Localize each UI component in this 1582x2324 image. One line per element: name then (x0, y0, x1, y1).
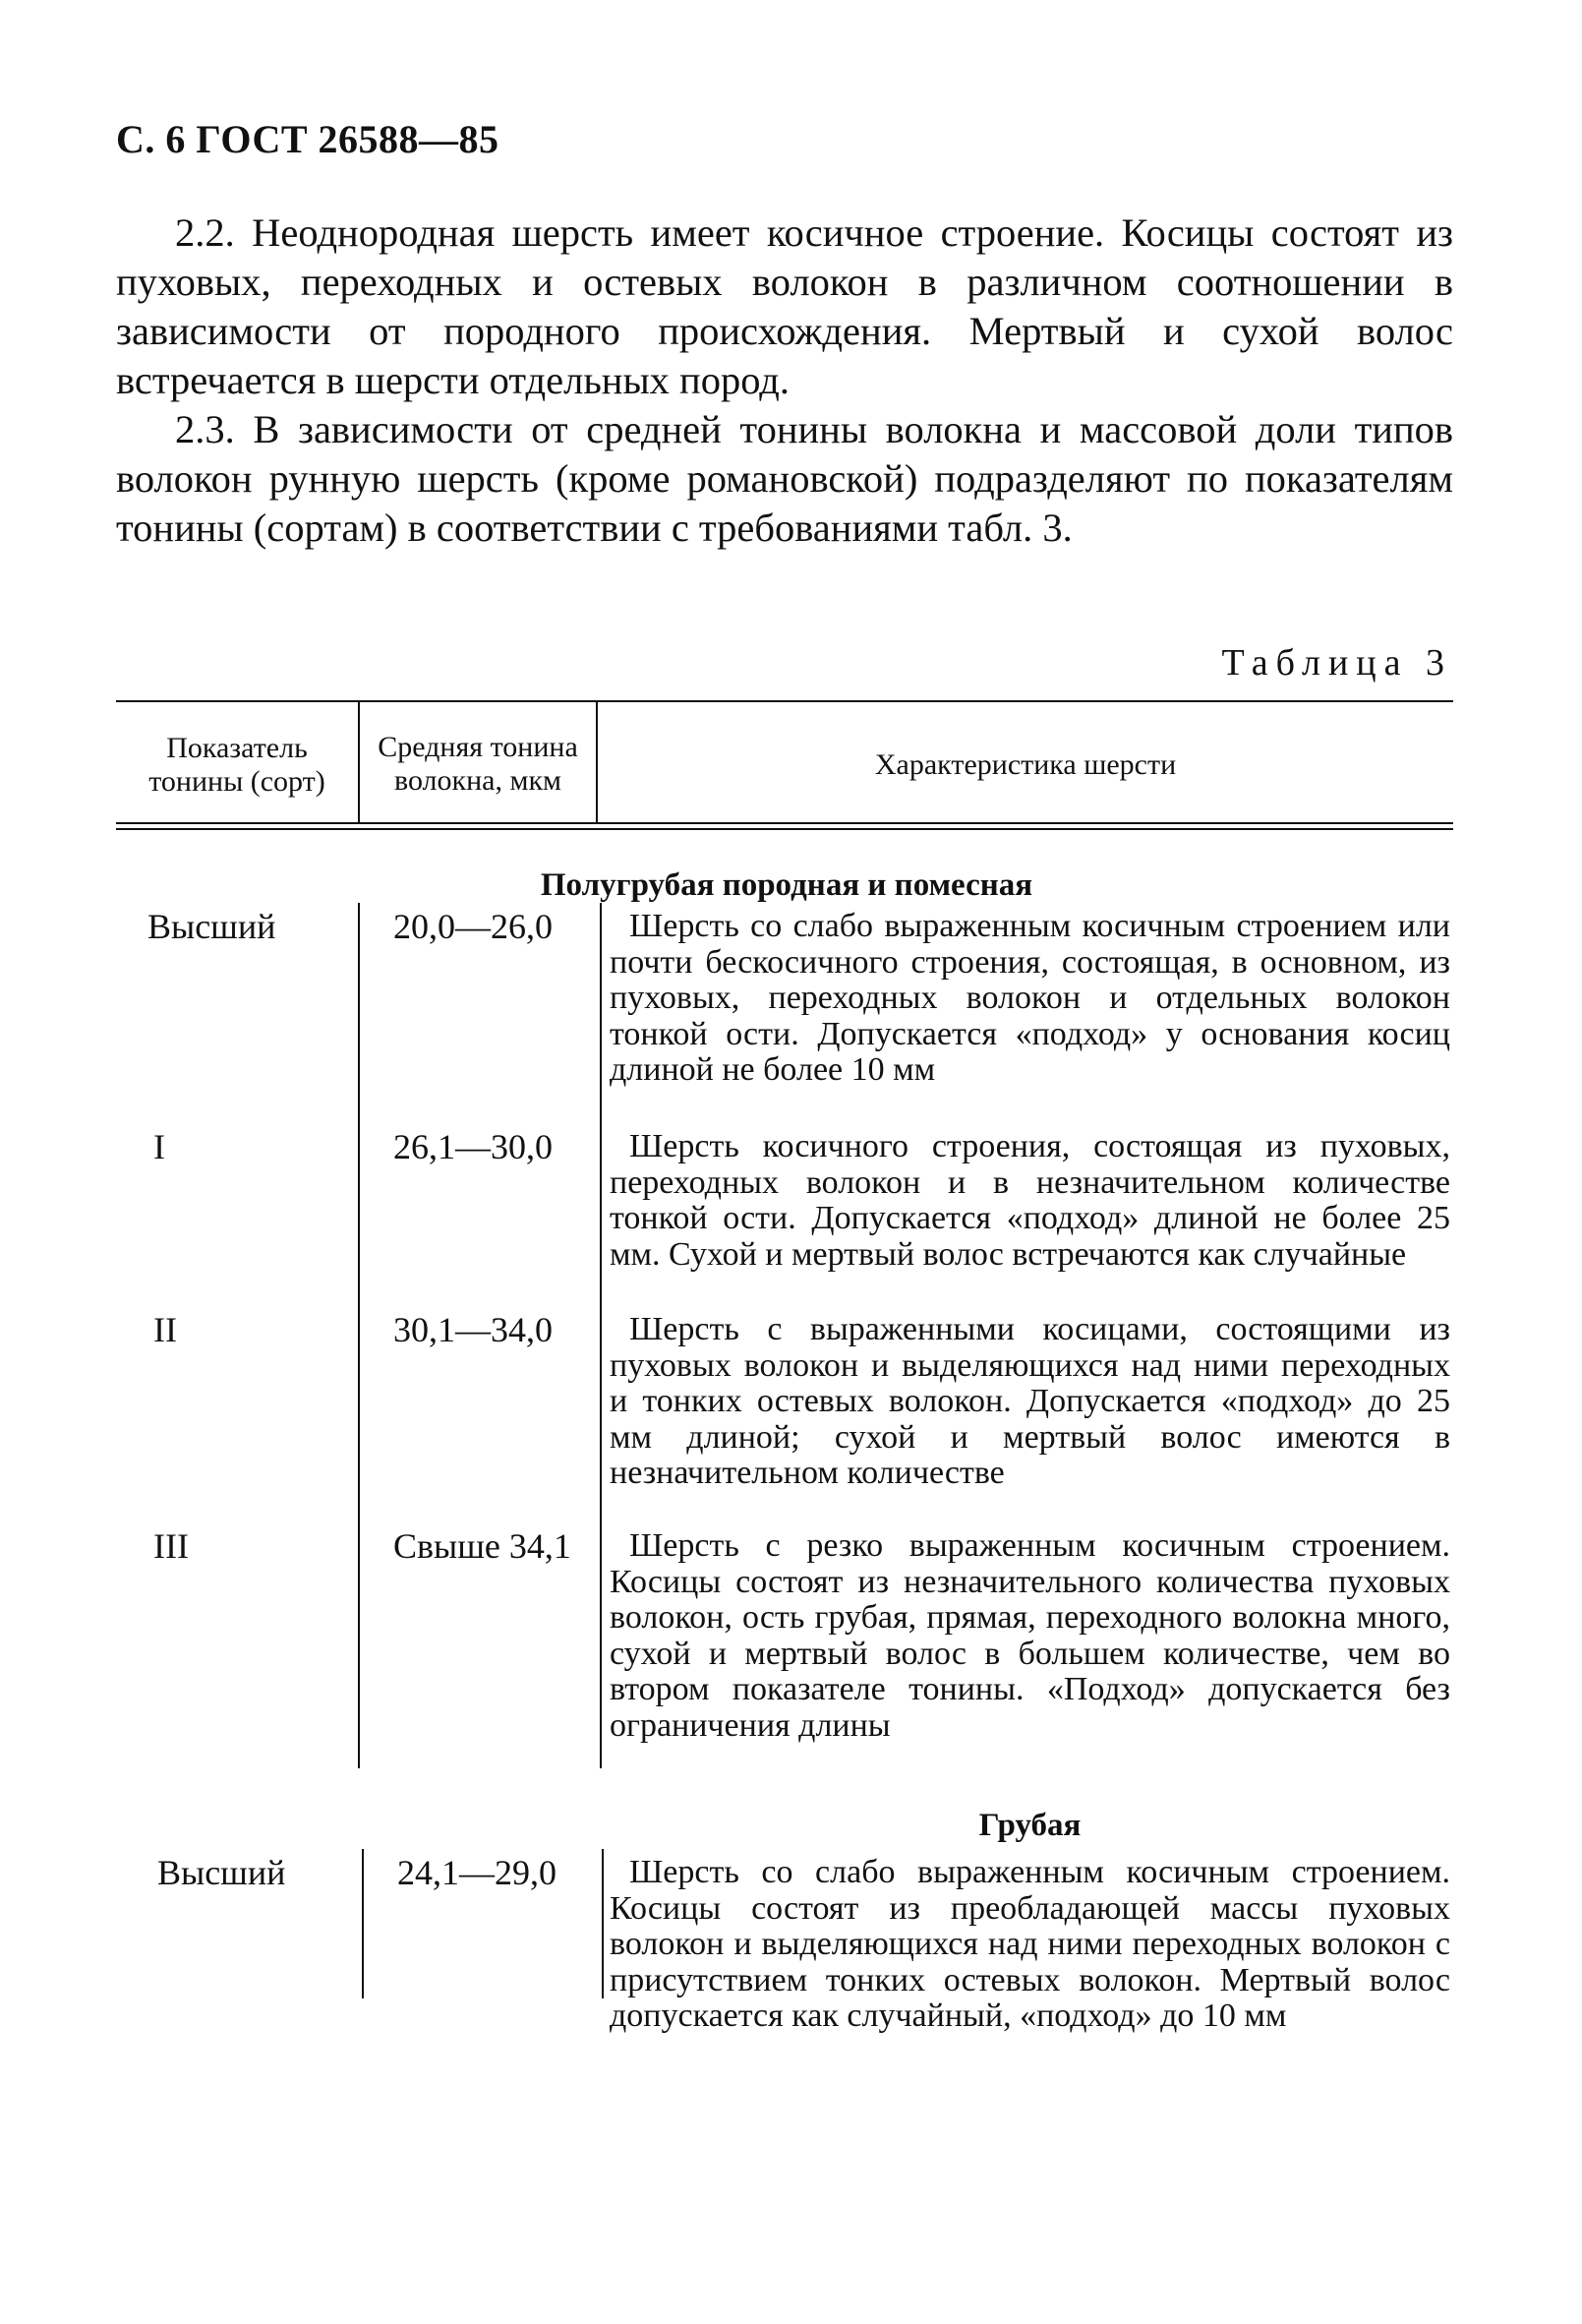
header-characteristic: Характеристика шерсти (874, 748, 1177, 781)
section-title-semicoarse: Полугрубая породная и помесная (540, 867, 1033, 903)
desc-II-s1: Шерсть с выраженными косицами, состоящими из пуховых волокон и выделяющихся над ними переходных и тонких остевых волокон. Допускается «подход» до 25 мм длиной; сухой и мертвый волос имеются в незначительном количестве (610, 1311, 1450, 1491)
desc-III-s1: Шерсть с резко выраженным косичным строением. Косицы состоят из незначительного количества пуховых волокон, ость грубая, прямая, переходного волокна много, сухой и мертвый волос в большем количестве, чем во втором показателе тонины. «Подход» допускается без ограничения длины (610, 1527, 1450, 1744)
section-title-coarse: Грубая (978, 1808, 1082, 1843)
table-header-rule-2 (116, 828, 1453, 830)
grade-highest-s2: Высший (157, 1853, 286, 1892)
grade-II-s1: II (153, 1310, 177, 1349)
grade-III-s1: III (153, 1526, 189, 1566)
range-III-s1: Свыше 34,1 (393, 1526, 571, 1566)
range-I-s1: 26,1—30,0 (393, 1127, 553, 1166)
grade-I-s1: I (153, 1127, 165, 1166)
table-top-rule (116, 700, 1453, 702)
desc-highest-s2: Шерсть со слабо выраженным косичным строением. Косицы состоят из преобладающей массы пуховых волокон и выделяющихся над ними переходных волокон с присутствием тонких остевых волокон. Мертвый волос допускается как случайный, «подход» до 10 мм (610, 1854, 1450, 2034)
header-divider-1 (358, 702, 360, 822)
paragraph-2-3: 2.3. В зависимости от средней тонины волокна и массовой доли типов волокон рунную шерсть (кроме романовской) подразделяют по показателям тонины (сортам) в соответствии с требованиями табл. 3. (116, 407, 1453, 550)
header-divider-2 (596, 702, 598, 822)
page-header: С. 6 ГОСТ 26588—85 (116, 117, 499, 161)
desc-I-s1: Шерсть косичного строения, состоящая из пуховых, переходных волокон и в незначительном количестве тонкой ости. Допускается «подход» длиной не более 25 мм. Сухой и мертвый волос встречаются как случайные (610, 1128, 1450, 1273)
desc-highest-s1: Шерсть со слабо выраженным косичным строением или почти бескосичного строения, состоящая, в основном, из пуховых, переходных волокон и отдельных волокон тонкой ости. Допускается «подход» у основания косиц длиной не более 10 мм (610, 908, 1450, 1088)
table-header-rule-1 (116, 822, 1453, 824)
range-highest-s2: 24,1—29,0 (397, 1853, 557, 1892)
grade-highest-s1: Высший (147, 907, 276, 946)
range-II-s1: 30,1—34,0 (393, 1310, 553, 1349)
body-divider-2-s1 (600, 903, 602, 1768)
range-highest-s1: 20,0—26,0 (393, 907, 553, 946)
body-divider-1-s1 (358, 903, 360, 1768)
header-grade: Показатель тонины (сорт) (148, 732, 325, 798)
table-label: Таблица 3 (1221, 642, 1452, 684)
paragraph-2-2: 2.2. Неоднородная шерсть имеет косичное строение. Косицы состоят из пуховых, переходных и остевых волокон в различном соотношении в зависимости от породного происхождения. Мертвый и сухой волос встречается в шерсти отдельных пород. (116, 210, 1453, 402)
header-fineness: Средняя тонина волокна, мкм (378, 731, 578, 797)
body-divider-2-s2 (602, 1849, 604, 1998)
body-divider-1-s2 (362, 1849, 364, 1998)
